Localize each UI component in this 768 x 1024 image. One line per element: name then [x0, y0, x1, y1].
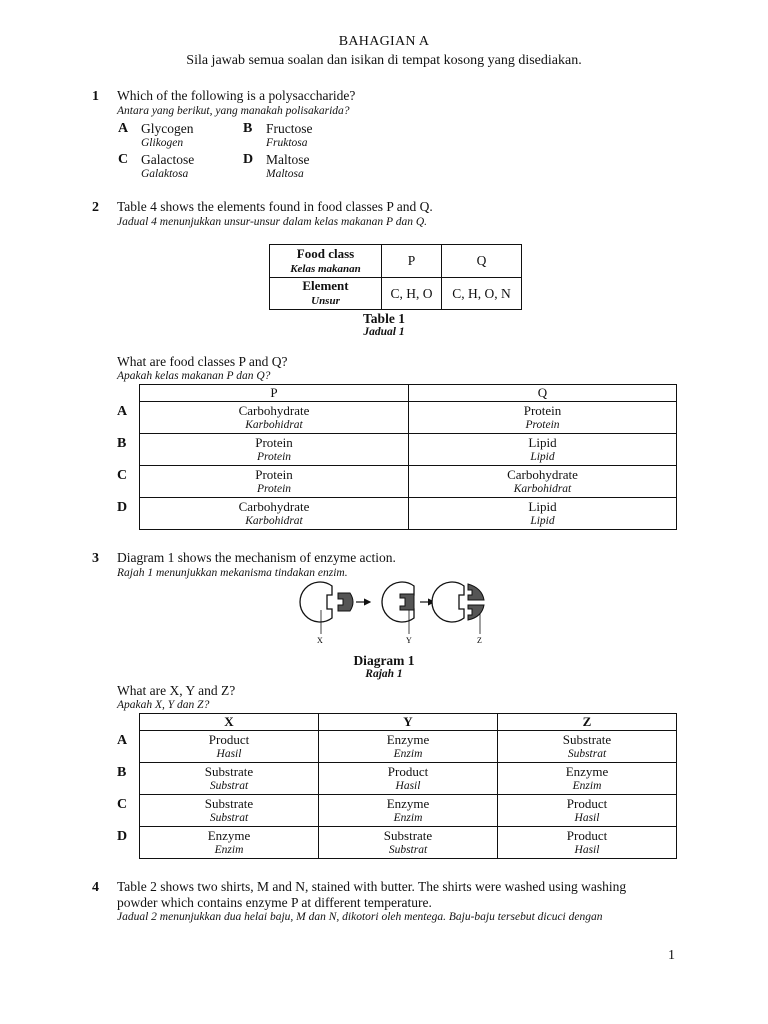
table-row — [140, 402, 677, 434]
q3-d-y-ms: Substrat — [388, 843, 428, 856]
q3-b-y-ms: Hasil — [395, 779, 421, 792]
element-label-ms: Unsur — [311, 295, 340, 307]
q3-b-y: Product — [387, 763, 429, 779]
q3-header-x: X — [140, 714, 319, 731]
q2-c-q-ms: Karbohidrat — [513, 482, 572, 495]
q1-option-c-text-ms: Galaktosa — [141, 168, 189, 180]
q2-a-q-ms: Protein — [525, 418, 560, 431]
q1-option-d-letter: D — [243, 152, 254, 167]
q2-d-q: Lipid — [528, 498, 557, 514]
substrate-shape-1 — [338, 593, 353, 611]
product-shape-2 — [468, 605, 484, 620]
q2-c-p: Protein — [255, 466, 293, 482]
section-instruction: Sila jawab semua soalan dan isikan di tempat kosong yang disediakan. — [186, 53, 582, 68]
q2-d-q-ms: Lipid — [530, 514, 555, 527]
q1-option-b-text: Fructose — [266, 121, 313, 136]
q2-b-q: Lipid — [528, 434, 557, 450]
q3-d-x: Enzyme — [207, 827, 251, 843]
element-p: C, H, O — [382, 278, 442, 310]
q2-row-b-letter: B — [117, 436, 127, 451]
product-shape-1 — [468, 584, 484, 600]
q3-c-z: Product — [566, 795, 608, 811]
q4-number: 4 — [92, 880, 99, 895]
q3-d-z-ms: Hasil — [574, 843, 600, 856]
q1-option-d-text-ms: Maltosa — [266, 168, 304, 180]
q3-d-x-ms: Enzim — [214, 843, 244, 856]
table-row — [140, 795, 677, 827]
food-class-label-cell — [270, 245, 382, 278]
q4-question-ms: Jadual 2 menunjukkan dua helai baju, M dan N, dikotori oleh mentega. Baju-baju tersebut dicuci dengan — [117, 911, 603, 923]
q2-question-ms: Jadual 4 menunjukkan unsur-unsur dalam kelas makanan P dan Q. — [117, 216, 428, 228]
q3-row-d-letter: D — [117, 829, 128, 844]
q3-b-z-ms: Enzim — [572, 779, 602, 792]
q1-option-a-text: Glycogen — [141, 121, 194, 136]
table-1-caption-ms: Jadual 1 — [363, 326, 405, 338]
q1-option-b-text-ms: Fruktosa — [266, 137, 308, 149]
q2-number: 2 — [92, 200, 99, 215]
q2-answer-table — [139, 384, 677, 530]
q2-question: Table 4 shows the elements found in food classes P and Q. — [117, 199, 433, 214]
enzyme-mechanism-diagram — [296, 580, 496, 646]
table-1-caption: Table 1 — [363, 311, 405, 326]
q2-d-p-ms: Karbohidrat — [245, 514, 303, 527]
table-row — [140, 434, 677, 466]
q2-a-p-ms: Karbohidrat — [245, 418, 303, 431]
q1-number: 1 — [92, 89, 99, 104]
q3-d-z: Product — [566, 827, 608, 843]
q3-c-x-ms: Substrat — [209, 811, 249, 824]
q3-c-y-ms: Enzim — [393, 811, 423, 824]
diagram-label-y: Y — [406, 636, 412, 645]
q1-question-ms: Antara yang berikut, yang manakah polisakarida? — [117, 105, 350, 117]
q3-header-y: Y — [319, 714, 498, 731]
diagram-1-caption-ms: Rajah 1 — [365, 668, 403, 680]
q1-option-a-text-ms: Glikogen — [141, 137, 184, 149]
q3-question-ms: Rajah 1 menunjukkan mekanisma tindakan enzim. — [117, 567, 348, 579]
q2-d-p: Carbohydrate — [238, 498, 310, 514]
q3-question: Diagram 1 shows the mechanism of enzyme action. — [117, 550, 396, 565]
section-title: BAHAGIAN A — [338, 34, 430, 49]
food-class-table — [269, 244, 522, 310]
q1-option-c-letter: C — [118, 152, 129, 167]
q2-sub-question: What are food classes P and Q? — [117, 354, 288, 369]
q4-question-line-1: Table 2 shows two shirts, M and N, stained with butter. The shirts were washed using washing — [117, 879, 627, 894]
q2-b-q-ms: Lipid — [530, 450, 555, 463]
q2-row-a-letter: A — [117, 404, 128, 419]
table-row — [140, 466, 677, 498]
q3-c-z-ms: Hasil — [574, 811, 600, 824]
q2-header-p: P — [140, 385, 409, 402]
q3-d-y: Substrate — [383, 827, 433, 843]
enzyme-shape-1 — [300, 582, 332, 622]
q4-question-line-2: powder which contains enzyme P at different temperature. — [117, 895, 432, 910]
food-class-label: Food class — [296, 245, 355, 261]
q3-c-y: Enzyme — [386, 795, 430, 811]
q2-a-q: Protein — [523, 402, 562, 418]
q3-a-z-ms: Substrat — [567, 747, 607, 760]
q1-option-c-text: Galactose — [141, 152, 195, 167]
food-class-q: Q — [442, 245, 522, 278]
q2-b-p-ms: Protein — [256, 450, 292, 463]
page-number: 1 — [668, 948, 675, 963]
q3-b-x-ms: Substrat — [209, 779, 249, 792]
q2-c-q: Carbohydrate — [507, 466, 578, 482]
table-row — [140, 498, 677, 530]
q1-option-d-text: Maltose — [266, 152, 310, 167]
q1-question: Which of the following is a polysaccharide? — [117, 88, 356, 103]
q2-sub-question-ms: Apakah kelas makanan P dan Q? — [117, 370, 271, 382]
q2-a-p: Carbohydrate — [238, 402, 310, 418]
q3-b-z: Enzyme — [565, 763, 609, 779]
q3-a-y: Enzyme — [386, 731, 430, 747]
q2-header-q: Q — [409, 385, 677, 402]
q3-c-x: Substrate — [204, 795, 254, 811]
q3-answer-table — [139, 713, 677, 859]
q3-a-z: Substrate — [562, 731, 612, 747]
element-label-cell — [270, 278, 382, 310]
element-label: Element — [302, 278, 349, 293]
diagram-1-caption: Diagram 1 — [353, 653, 415, 668]
q3-number: 3 — [92, 551, 99, 566]
q2-row-c-letter: C — [117, 468, 128, 483]
q2-b-p: Protein — [255, 434, 293, 450]
diagram-label-z: Z — [477, 636, 482, 645]
table-row — [140, 827, 677, 859]
q1-option-b-letter: B — [243, 121, 253, 136]
q3-b-x: Substrate — [204, 763, 254, 779]
table-row — [140, 763, 677, 795]
q3-row-c-letter: C — [117, 797, 128, 812]
enzyme-shape-3 — [432, 582, 464, 622]
food-class-p: P — [382, 245, 442, 278]
element-q: C, H, O, N — [442, 278, 522, 310]
q3-a-x-ms: Hasil — [216, 747, 242, 760]
food-class-label-ms: Kelas makanan — [290, 262, 361, 275]
q3-header-z: Z — [498, 714, 677, 731]
q1-option-a-letter: A — [118, 121, 129, 136]
diagram-label-x: X — [317, 636, 323, 645]
q3-row-b-letter: B — [117, 765, 127, 780]
q2-row-d-letter: D — [117, 500, 128, 515]
q3-sub-question-ms: Apakah X, Y dan Z? — [117, 699, 210, 711]
table-row — [140, 731, 677, 763]
q3-a-x: Product — [208, 731, 250, 747]
q3-sub-question: What are X, Y and Z? — [117, 683, 236, 698]
q3-a-y-ms: Enzim — [393, 747, 423, 760]
q3-row-a-letter: A — [117, 733, 128, 748]
q2-c-p-ms: Protein — [256, 482, 292, 495]
